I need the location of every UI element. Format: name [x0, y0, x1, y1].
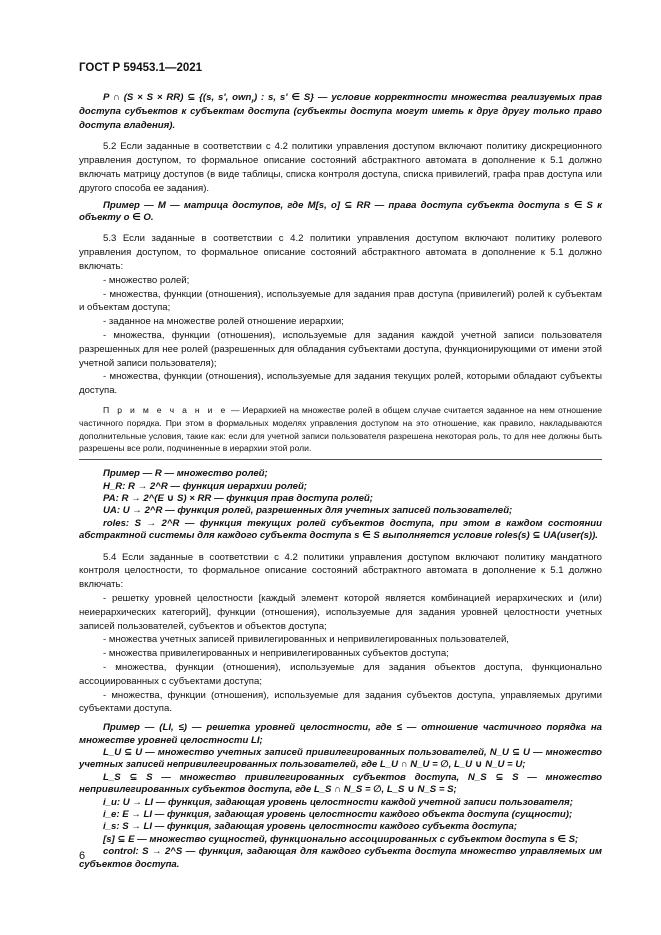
example-5-4-line: L_U ⊆ U — множество учетных записей привилегированных пользователей, N_U ⊆ U — множество учетных записей непривилегированных пользователей, где L_U ∩ N_U = ∅, L_U ∪ N_U = U; [79, 746, 602, 771]
example-5-4-line: i_e: E → LI — функция, задающая уровень целостности каждого объекта доступа (сущности); [103, 808, 573, 820]
list-item: - множества, функции (отношения), используемые для задания субъектов доступа, управляемых другими субъектами доступа. [79, 689, 602, 715]
list-item: - множества, функции (отношения), используемые для задания текущих ролей, которыми обладают субъекты доступа. [79, 371, 602, 397]
example-5-3-line: Пример — R — множество ролей; [103, 468, 268, 480]
list-item: - множества учетных записей привилегированных и непривилегированных пользователей, [103, 634, 509, 646]
list-item: - множество ролей; [103, 274, 190, 286]
example-5-4-line: i_u: U → LI — функция, задающая уровень целостности каждой учетной записи пользователя; [103, 796, 573, 808]
document-header: ГОСТ Р 59453.1—2021 [79, 62, 203, 74]
example-5-4-line: L_S ⊆ S — множество привилегированных субъектов доступа, N_S ⊆ S — множество непривилегированных субъектов доступа, где L_S ∩ N_S = ∅, L_S ∪ N_S = S; [79, 771, 602, 796]
example-5-3-line: roles: S → 2^R — функция текущих ролей субъектов доступа, при этом в каждом состоянии абстрактной системы для каждого субъекта доступа s ∈ S выполняется условие roles(s) ⊆ UA(user(s)). [79, 517, 602, 542]
example-5-4-line: i_s: S → LI — функция, задающая уровень целостности каждого субъекта доступа; [103, 821, 518, 833]
list-item: - заданное на множестве ролей отношение иерархии; [103, 316, 344, 328]
example-5-3-line: PA: R → 2^(E ∪ S) × RR — функция прав доступа ролей; [103, 492, 373, 504]
example-5-3-line: UA: U → 2^R — функция ролей, разрешенных для учетных записей пользователей; [103, 505, 513, 517]
page-body [79, 91, 602, 871]
list-item: - множества, функции (отношения), используемые для задания прав доступа (привилегий) ролей к субъектам и объектам доступа; [79, 288, 602, 314]
page-number: 6 [79, 850, 86, 862]
note-label: П р и м е ч а н и е [103, 404, 228, 415]
clause-5-4: 5.4 Если заданные в соответствии с 4.2 политики управления доступом включают политику мандатного контроля целостности, то формальное описание состояний абстрактного автомата в дополнение к 5.1 должно включать: [79, 551, 602, 591]
example-5-3-line: H_R: R → 2^R — функция иерархии ролей; [103, 480, 307, 492]
clause-5-2: 5.2 Если заданные в соответствии с 4.2 политики управления доступом включают политику дискреционного управления доступом, то формальное описание состояний абстрактного автомата в дополнение к 5.1 должно включать матрицу доступов (в виде таблицы, списка контроля доступа, списка привилегий, графа прав доступа или другого способа ее задания). [79, 141, 602, 194]
note-text: — Иерархией на множестве ролей в общем случае считается заданное на нем отношение частичного порядка. При этом в формальных моделях управления доступом на это отношение, как правило, накладываются дополнительные условия, такие как: если для учетной записи пользователя разрешена некоторая роль, то для нее должны быть разрешены все роли, подчиненные в иерархии этой роли. [79, 404, 603, 454]
example-5-4-line: Пример — (LI, ≤) — решетка уровней целостности, где ≤ — отношение частичного порядка на множестве уровней целостности LI; [79, 722, 602, 746]
example-5-4-line: control: S → 2^S — функция, задающая для каждого субъекта доступа множество управляемых им субъектов доступа. [79, 846, 602, 870]
example-5-2: Пример — M — матрица доступов, где M[s, o] ⊆ RR — права доступа субъекта доступа s ∈ S к объекту o ∈ O. [79, 199, 602, 223]
list-item: - решетку уровней целостности [каждый элемент которой является комбинацией иерархических и (или) неиерархических категорий], функции (отношения), используемые для задания уровней целостности учетных записей пользователей, субъектов и объектов доступа; [79, 592, 602, 632]
note-5-3 [79, 404, 602, 455]
list-item: - множества, функции (отношения), используемые для задания каждой учетной записи пользователя разрешенных для нее ролей (разрешенных для обладания субъектами доступа, функционирующими от имени этой учетной записи пользователя); [79, 329, 602, 369]
example-5-4-line: [s] ⊆ E — множество сущностей, функционально ассоциированных с субъектом доступа s ∈ S; [103, 833, 579, 845]
list-item: - множества привилегированных и непривилегированных субъектов доступа; [103, 648, 449, 660]
correctness-condition: P ∩ (S × S × RR) ⊆ {(s, s', own$_r$) : s, s' ∈ S} — условие корректности множества реализуемых прав доступа субъектов к субъектам доступа (субъекты доступа могут иметь к друг другу только право доступа владения). [79, 92, 602, 131]
clause-5-3: 5.3 Если заданные в соответствии с 4.2 политики управления доступом включают политику ролевого управления доступом, то формальное описание состояний абстрактного автомата в дополнение к 5.1 должно включать: [79, 233, 602, 272]
list-item: - множества, функции (отношения), используемые для задания объектов доступа, функционально ассоциированных с субъектами доступа; [79, 661, 602, 687]
